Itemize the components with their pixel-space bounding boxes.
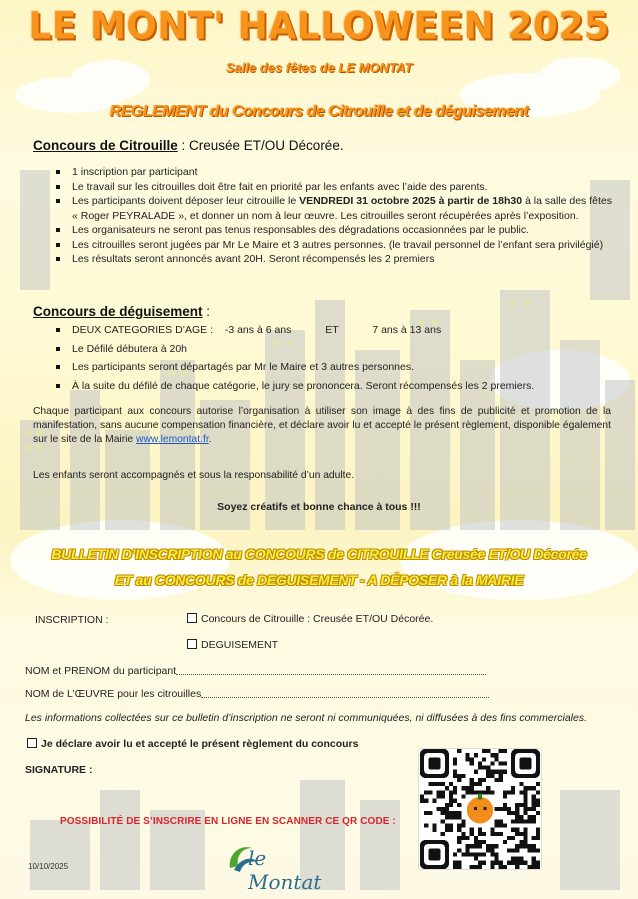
pumpkin-heading-rest: : Creusée ET/OU Décorée. bbox=[177, 138, 344, 153]
option-pumpkin[interactable]: Concours de Citrouille : Creusée ET/OU Décorée. bbox=[187, 613, 433, 625]
bulletin-title-line1: BULLETIN D’INSCRIPTION au CONCOURS de CITROUILLE Creusée ET/OU Décorée bbox=[51, 546, 587, 562]
list-item-deposit: Les participants doivent déposer leur citrouille le VENDREDI 31 octobre 2025 à partir de 18h30 à la salle des fêtes « Roger PEYRALADE », et donner un nom à leur œuvre. Les citrouilles seront récupérées après l’exposition. bbox=[52, 194, 612, 223]
costume-heading-bold: Concours de déguisement bbox=[33, 304, 203, 319]
good-luck-message: Soyez créatifs et bonne chance à tous !!! bbox=[217, 501, 421, 513]
pumpkin-heading bbox=[33, 138, 344, 153]
document-date: 10/10/2025 bbox=[28, 862, 69, 871]
list-item: Les citrouilles seront jugées par Mr Le Maire et 3 autres personnes. (le travail personnel de l’enfant sera privilégié) bbox=[52, 238, 612, 253]
costume-heading: Concours de déguisement : bbox=[33, 304, 211, 319]
declaration-checkbox[interactable] bbox=[27, 738, 37, 748]
pumpkin-heading-bold: Concours de Citrouille bbox=[33, 138, 178, 153]
le-montat-logo bbox=[222, 838, 332, 894]
rules-title: REGLEMENT du Concours de Citrouille et de déguisement bbox=[109, 103, 529, 120]
pumpkin-rules-list bbox=[52, 165, 612, 267]
privacy-note: Les informations collectées sur ce bulletin d’inscription ne seront ni communiquées, ni diffusées à des fins commerciales. bbox=[25, 712, 588, 724]
costume-rules-list bbox=[52, 323, 612, 393]
list-item: À la suite du défilé de chaque catégorie, le jury se prononcera. Seront récompensés les 2 premiers. bbox=[52, 379, 612, 394]
list-item: Les participants seront départagés par Mr le Maire et 3 autres personnes. bbox=[52, 360, 612, 375]
signature-label: SIGNATURE : bbox=[25, 764, 93, 776]
declaration-field[interactable]: Je déclare avoir lu et accepté le présent règlement du concours bbox=[27, 738, 358, 750]
main-title: LE MONT' HALLOWEEN 2025 bbox=[28, 4, 610, 49]
accompany-note: Les enfants seront accompagnés et sous la responsabilité d’un adulte. bbox=[33, 470, 355, 481]
mairie-website-link[interactable]: www.lemontat.fr bbox=[136, 434, 209, 445]
qr-code-icon bbox=[419, 749, 541, 869]
work-input-line[interactable] bbox=[201, 688, 489, 698]
participant-name-field[interactable]: NOM et PRENOM du participant bbox=[25, 665, 495, 677]
work-name-field[interactable]: NOM de L’ŒUVRE pour les citrouilles bbox=[25, 688, 495, 700]
option-costume[interactable]: DEGUISEMENT bbox=[187, 639, 278, 651]
consent-paragraph: Chaque participant aux concours autorise l’organisation à utiliser son image à des fins de publicité et promotion de la manifestation, sans aucune compensation financière, et déclare avoir lu et accepté le présent règlement, disponible également sur le site de la Mairie www.lemontat.fr. bbox=[33, 406, 611, 445]
list-item: Le Défilé débutera à 20h bbox=[52, 342, 612, 357]
qr-code[interactable] bbox=[418, 748, 542, 870]
list-item: 1 inscription par participant bbox=[52, 165, 612, 180]
name-input-line[interactable] bbox=[176, 665, 486, 675]
logo-wordmark: le Montat bbox=[248, 846, 322, 894]
list-item: Les organisateurs ne seront pas tenus responsables des dégradations occasionnées par le public. bbox=[52, 223, 612, 238]
venue-subtitle: Salle des fêtes de LE MONTAT bbox=[225, 60, 413, 75]
list-item: Les résultats seront annoncés avant 20H. Seront récompensés les 2 premiers bbox=[52, 252, 612, 267]
inscription-label: INSCRIPTION : bbox=[35, 614, 109, 626]
list-item-categories: DEUX CATEGORIES D’AGE : -3 ans à 6 ans ET 7 ans à 13 ans bbox=[52, 323, 612, 338]
online-registration-note: POSSIBILITÉ DE S’INSCRIRE EN LIGNE EN SCANNER CE QR CODE : bbox=[60, 816, 396, 827]
pumpkin-checkbox[interactable] bbox=[187, 613, 197, 623]
bulletin-title-line2: ET au CONCOURS de DEGUISEMENT - A DÉPOSER à la MAIRIE bbox=[114, 572, 524, 588]
costume-checkbox[interactable] bbox=[187, 639, 197, 649]
list-item: Le travail sur les citrouilles doit être fait en priorité par les enfants avec l’aide des parents. bbox=[52, 180, 612, 195]
